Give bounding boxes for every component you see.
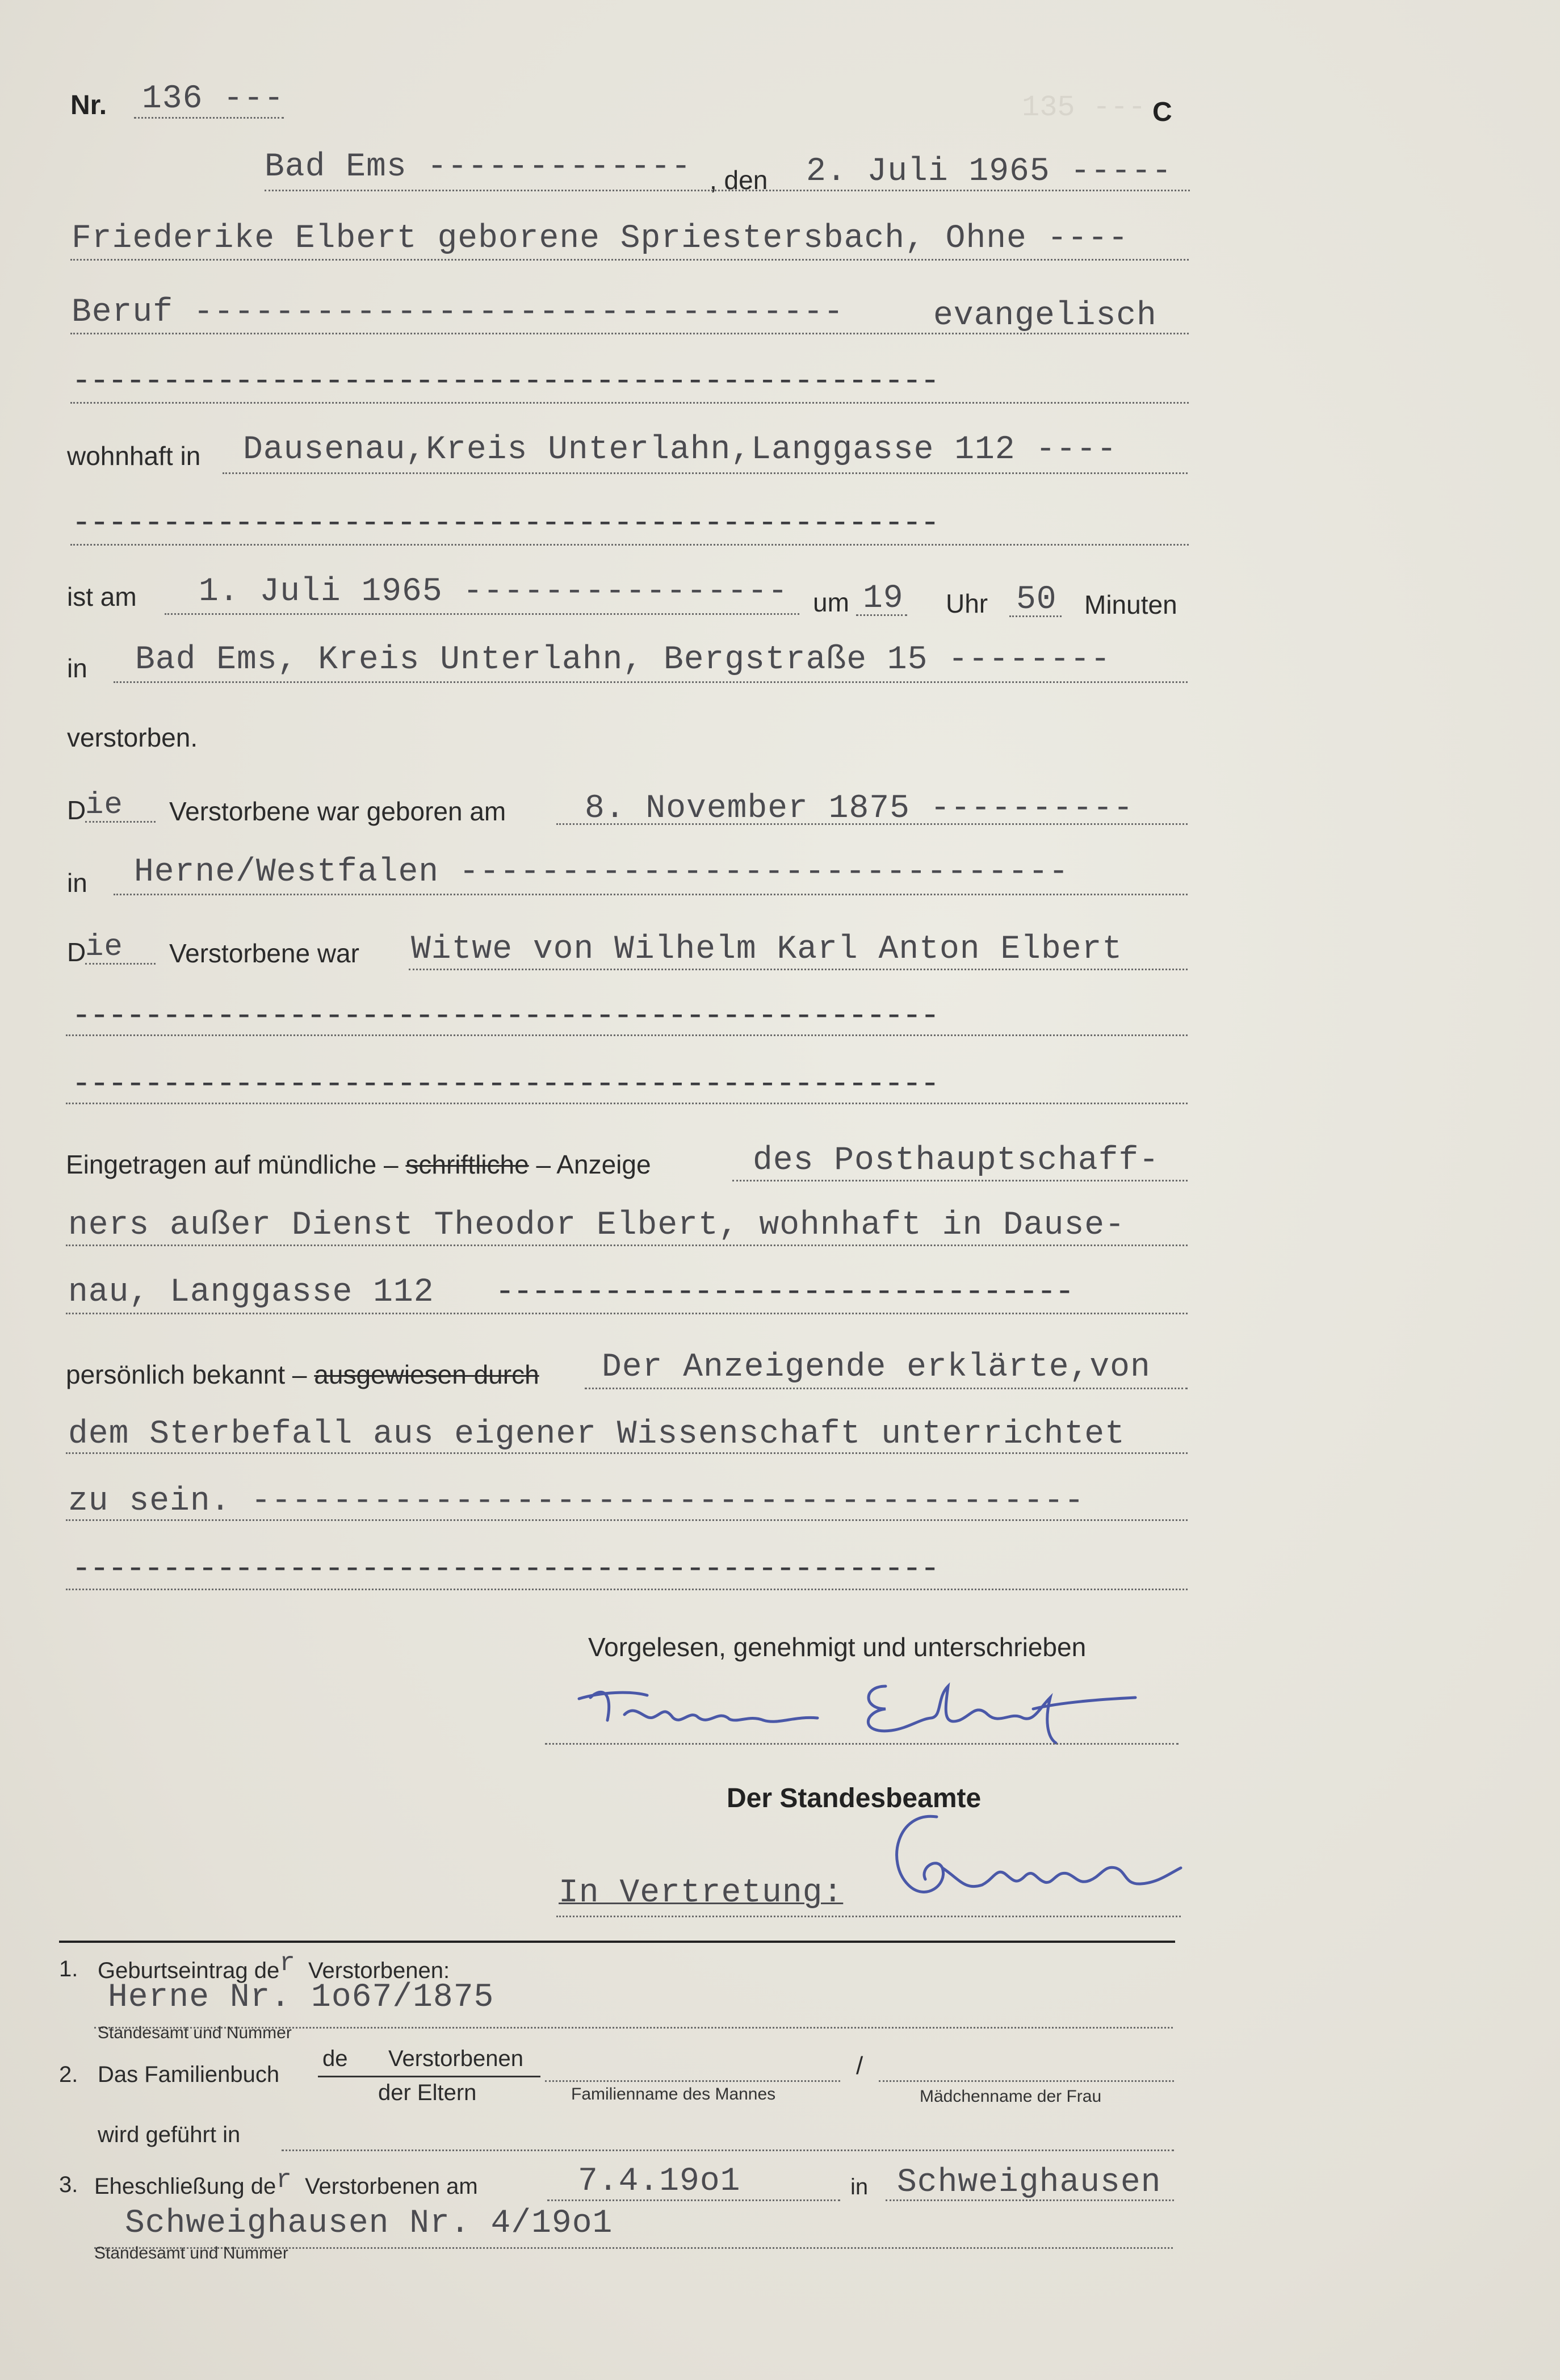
- item3-date: 7.4.19o1: [578, 2163, 741, 2200]
- dotted-line: [85, 963, 156, 965]
- die-typed: ie: [85, 930, 123, 965]
- dotted-line: [66, 1245, 1188, 1246]
- uhr-label: Uhr: [946, 589, 988, 618]
- status-label: Verstorbene war: [169, 938, 359, 968]
- item3-value: Schweighausen Nr. 4/19o1: [125, 2205, 613, 2242]
- identity-label: persönlich bekannt – ausgewiesen durch: [66, 1360, 539, 1389]
- deputy-label: In Vertretung:: [559, 1875, 844, 1912]
- nr-value: 136 ---: [142, 81, 284, 118]
- um-label: um: [813, 588, 849, 617]
- dotted-line: [223, 472, 1188, 474]
- die-typed: ie: [85, 788, 123, 823]
- item2-eltern: der Eltern: [378, 2080, 477, 2105]
- death-hour: 19: [863, 580, 904, 617]
- item2-verstorbenen: Verstorbenen: [388, 2046, 523, 2071]
- birth-place: Herne/Westfalen ------------------------------: [134, 854, 1070, 891]
- dotted-line: [134, 117, 284, 119]
- dotted-line: [66, 1034, 1188, 1036]
- dotted-line: [409, 969, 1188, 970]
- dotted-line: [856, 614, 907, 616]
- corner-mark: C: [1152, 97, 1172, 127]
- birth-date: 8. November 1875 ----------: [585, 790, 1134, 827]
- filler-dashes: ------------------------------------------------: [72, 505, 938, 542]
- deceased-name: Friederike Elbert geborene Spriestersbach, Ohne ----: [72, 220, 1129, 257]
- dotted-line: [545, 2080, 840, 2082]
- item2-label: Das Familienbuch: [98, 2062, 280, 2087]
- item1-number: 1.: [59, 1956, 78, 1981]
- d-label: D: [67, 795, 86, 825]
- dotted-line: [265, 190, 1190, 191]
- item3-in: in: [850, 2174, 869, 2199]
- dotted-line: [556, 823, 1188, 825]
- statement-line2: dem Sterbefall aus eigener Wissenschaft unterrichtet: [68, 1416, 1125, 1453]
- identity-value: Der Anzeigende erklärte,von: [602, 1349, 1151, 1386]
- dotted-line: [70, 259, 1189, 261]
- religion-value: evangelisch: [933, 298, 1157, 334]
- fraction-line: [318, 2076, 540, 2077]
- registrar-signature: [852, 1800, 1192, 1919]
- dotted-line: [66, 1103, 1188, 1104]
- ist-am-label: ist am: [67, 582, 137, 611]
- dotted-line: [70, 333, 1189, 334]
- item3-label: Eheschließung der Verstorbenen am: [94, 2165, 478, 2199]
- dotted-line: [585, 1388, 1188, 1389]
- dotted-line: [114, 681, 1188, 683]
- place-value: Bad Ems -------------: [265, 149, 691, 186]
- section-divider: [59, 1941, 1175, 1943]
- item3-number: 3.: [59, 2172, 78, 2197]
- official-label: Der Standesbeamte: [727, 1783, 982, 1813]
- bleed-through: 135 ---: [1022, 91, 1146, 124]
- dotted-line: [66, 1452, 1188, 1454]
- residence-value: Dausenau,Kreis Unterlahn,Langgasse 112 ----: [243, 431, 1117, 468]
- dotted-line: [556, 1916, 1181, 1917]
- deceased-profession: Beruf --------------------------------: [72, 294, 844, 331]
- item2-number: 2.: [59, 2062, 78, 2087]
- item3-place: Schweighausen: [897, 2164, 1161, 2201]
- dotted-line: [66, 1313, 1188, 1314]
- death-place: Bad Ems, Kreis Unterlahn, Bergstraße 15 --------: [135, 642, 1111, 678]
- minuten-label: Minuten: [1084, 590, 1177, 619]
- dotted-line: [165, 613, 799, 615]
- dotted-line: [879, 2080, 1174, 2082]
- verstorben-label: verstorben.: [67, 723, 198, 752]
- birth-in-label: in: [67, 868, 87, 898]
- dotted-line: [1009, 615, 1062, 617]
- dotted-line: [547, 2199, 840, 2201]
- item2-de: de: [322, 2046, 348, 2071]
- dotted-line: [282, 2149, 1174, 2151]
- informant-line1: des Posthauptschaff-: [753, 1142, 1160, 1179]
- dotted-line: [66, 1589, 1188, 1590]
- informant-line3: nau, Langgasse 112: [68, 1274, 434, 1311]
- filler-dashes: --------------------------------: [495, 1274, 1073, 1311]
- dotted-line: [886, 2199, 1174, 2201]
- filler-dashes: ------------------------------------------------: [72, 363, 938, 400]
- dotted-line: [70, 544, 1189, 546]
- item1-label: Geburtseintrag der Verstorbenen:: [98, 1949, 450, 1983]
- date-value: 2. Juli 1965 -----: [806, 153, 1172, 190]
- item2-slash: /: [856, 2052, 863, 2080]
- informant-signature: [568, 1664, 1169, 1754]
- item1-value: Herne Nr. 1o67/1875: [108, 1979, 494, 2016]
- dotted-line: [85, 821, 156, 823]
- item1-caption: Standesamt und Nummer: [98, 2023, 292, 2042]
- struck-label: schriftliche: [405, 1150, 529, 1179]
- death-date: 1. Juli 1965 ----------------: [199, 573, 789, 610]
- dotted-line: [545, 1743, 1179, 1745]
- birth-label: Verstorbene war geboren am: [169, 797, 506, 826]
- dotted-line: [732, 1180, 1188, 1181]
- den-label: , den: [710, 165, 768, 195]
- read-approved-label: Vorgelesen, genehmigt und unterschrieben: [588, 1632, 1087, 1662]
- item2-caption-wife: Mädchenname der Frau: [920, 2087, 1102, 2106]
- struck-label: ausgewiesen durch: [314, 1360, 539, 1389]
- statement-line3: zu sein. -----------------------------------------: [68, 1483, 1085, 1520]
- death-minutes: 50: [1016, 581, 1057, 618]
- item2-kept-in-label: wird geführt in: [98, 2122, 241, 2147]
- filler-dashes: ------------------------------------------------: [72, 998, 938, 1035]
- item2-caption-husband: Familienname des Mannes: [571, 2085, 776, 2104]
- dotted-line: [114, 894, 1188, 895]
- filler-dashes: ------------------------------------------------: [72, 1551, 938, 1588]
- item3-caption: Standesamt und Nummer: [94, 2244, 288, 2262]
- nr-label: Nr.: [70, 90, 107, 120]
- status-value: Witwe von Wilhelm Karl Anton Elbert: [411, 931, 1123, 968]
- in-label: in: [67, 653, 87, 683]
- filler-dashes: ------------------------------------------------: [72, 1066, 938, 1103]
- d-label: D: [67, 937, 86, 967]
- residence-label: wohnhaft in: [67, 441, 201, 471]
- dotted-line: [70, 402, 1189, 404]
- registration-label: Eingetragen auf mündliche – schriftliche – Anzeige: [66, 1150, 651, 1179]
- dotted-line: [66, 1519, 1188, 1521]
- informant-line2: ners außer Dienst Theodor Elbert, wohnhaft in Dause-: [68, 1207, 1125, 1244]
